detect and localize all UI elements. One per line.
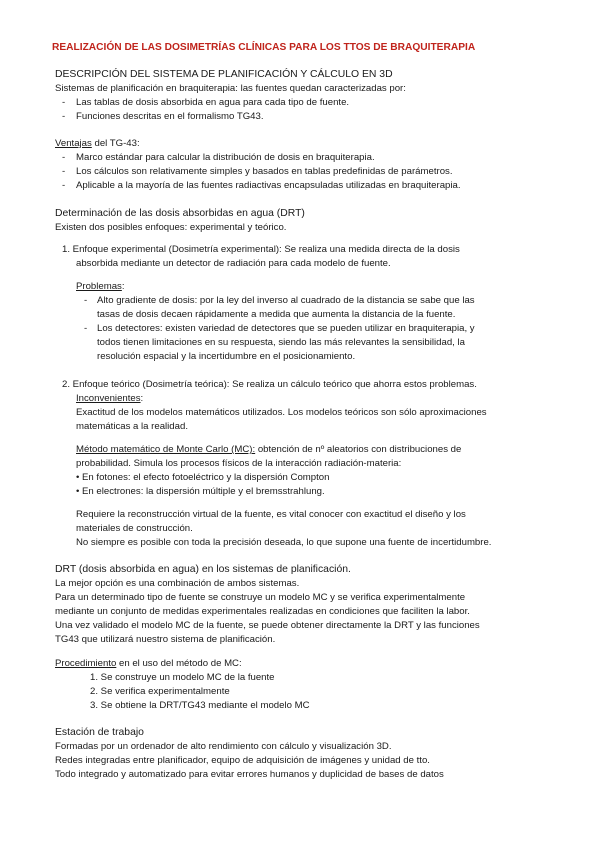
paragraph-line: probabilidad. Simula los procesos físicos de la interacción radiación-materia: <box>76 458 402 469</box>
bullet-dash: - <box>62 97 66 108</box>
section-heading-drt: Determinación de las dosis absorbidas en agua (DRT) <box>55 208 305 219</box>
list-item: Los cálculos son relativamente simples y basados en tablas predefinidas de parámetros. <box>76 166 453 177</box>
paragraph-line: matemáticas a la realidad. <box>76 421 188 432</box>
procedure-step: 3. Se obtiene la DRT/TG43 mediante el modelo MC <box>90 700 310 711</box>
procedure-step: 1. Se construye un modelo MC de la fuente <box>90 672 275 683</box>
section-heading-workstation: Estación de trabajo <box>55 727 144 738</box>
list-item: Las tablas de dosis absorbida en agua para cada tipo de fuente. <box>76 97 350 108</box>
drawbacks-label-text: Inconvenientes <box>76 393 141 404</box>
problems-colon: : <box>121 281 125 292</box>
list-item: • En electrones: la dispersión múltiple y el bremsstrahlung. <box>76 486 325 497</box>
bullet-dash: - <box>84 295 88 306</box>
problems-label-text: Problemas <box>76 281 122 292</box>
section-intro: Existen dos posibles enfoques: experimental y teórico. <box>55 222 287 233</box>
paragraph-line: Exactitud de los modelos matemáticos utilizados. Los modelos teóricos son sólo aproximaciones <box>76 407 487 418</box>
list-item: Alto gradiente de dosis: por la ley del inverso al cuadrado de la distancia se sabe que las <box>97 295 475 306</box>
paragraph-line: TG43 que utilizará nuestro sistema de planificación. <box>55 634 276 645</box>
monte-carlo-line <box>76 443 461 456</box>
numbered-item-theoretical: 2. Enfoque teórico (Dosimetría teórica): Se realiza un cálculo teórico que ahorra estos problemas. <box>62 379 477 390</box>
section-intro: Sistemas de planificación en braquiterapia: las fuentes quedan caracterizadas por: <box>55 83 406 94</box>
bullet-dash: - <box>84 323 88 334</box>
document-title: REALIZACIÓN DE LAS DOSIMETRÍAS CLÍNICAS PARA LOS TTOS DE BRAQUITERAPIA <box>52 42 476 53</box>
procedure-step: 2. Se verifica experimentalmente <box>90 686 230 697</box>
bullet-dash: - <box>62 166 66 177</box>
numbered-item-continuation: absorbida mediante un detector de radiación para cada modelo de fuente. <box>76 258 391 269</box>
paragraph-line: Redes integradas entre planificador, equipo de adquisición de imágenes y unidad de tto. <box>55 755 430 766</box>
list-item-continuation: tasas de dosis decaen rápidamente a medida que aumenta la distancia de la fuente. <box>97 309 456 320</box>
bullet-dash: - <box>62 180 66 191</box>
paragraph-line: Requiere la reconstrucción virtual de la fuente, es vital conocer con exactitud el diseño y los <box>76 509 466 520</box>
list-item: Los detectores: existen variedad de detectores que se pueden utilizar en braquiterapia, y <box>97 323 475 334</box>
section-heading-drt-planning: DRT (dosis absorbida en agua) en los sistemas de planificación. <box>55 564 351 575</box>
monte-carlo-label: Método matemático de Monte Carlo (MC): <box>76 444 256 455</box>
problems-label <box>76 280 125 293</box>
paragraph-line: No siempre es posible con toda la precisión deseada, lo que supone una fuente de incertidumbre. <box>76 537 492 548</box>
paragraph-line: Formadas por un ordenador de alto rendimiento con cálculo y visualización 3D. <box>55 741 392 752</box>
numbered-item-experimental: 1. Enfoque experimental (Dosimetría experimental): Se realiza una medida directa de la dosis <box>62 244 460 255</box>
list-item: Aplicable a la mayoría de las fuentes radiactivas encapsuladas utilizadas en braquiterapia. <box>76 180 461 191</box>
paragraph-line: Para un determinado tipo de fuente se construye un modelo MC y se verifica experimentalmente <box>55 592 466 603</box>
paragraph-line: mediante un conjunto de medidas experimentales realizadas en condiciones que faciliten la labor. <box>55 606 470 617</box>
list-item: Marco estándar para calcular la distribución de dosis en braquiterapia. <box>76 152 375 163</box>
list-item-continuation: resolución espacial y la incertidumbre en el posicionamiento. <box>97 351 356 362</box>
paragraph-line: Una vez validado el modelo MC de la fuente, se puede obtener directamente la DRT y las funciones <box>55 620 480 631</box>
section-heading-advantages <box>55 137 140 150</box>
paragraph-line: La mejor opción es una combinación de ambos sistemas. <box>55 578 300 589</box>
bullet-dash: - <box>62 111 66 122</box>
procedure-label-rest: en el uso del método de MC: <box>116 658 242 669</box>
list-item: Funciones descritas en el formalismo TG43. <box>76 111 264 122</box>
procedure-label: Procedimiento <box>55 658 117 669</box>
section-heading-planning-system: DESCRIPCIÓN DEL SISTEMA DE PLANIFICACIÓN Y CÁLCULO EN 3D <box>55 69 393 80</box>
bullet-dash: - <box>62 152 66 163</box>
procedure-heading <box>55 657 242 670</box>
advantages-label-rest: del TG-43: <box>91 138 140 149</box>
paragraph-line: materiales de construcción. <box>76 523 193 534</box>
drawbacks-colon: : <box>140 393 144 404</box>
drawbacks-label <box>76 392 143 405</box>
advantages-label: Ventajas <box>55 138 92 149</box>
list-item: • En fotones: el efecto fotoeléctrico y la dispersión Compton <box>76 472 330 483</box>
monte-carlo-text: obtención de nº aleatorios con distribuciones de <box>255 444 462 455</box>
list-item-continuation: todos tienen limitaciones en su respuesta, siendo las más relevantes la sensibilidad, la <box>97 337 465 348</box>
paragraph-line: Todo integrado y automatizado para evitar errores humanos y duplicidad de bases de datos <box>55 769 444 780</box>
